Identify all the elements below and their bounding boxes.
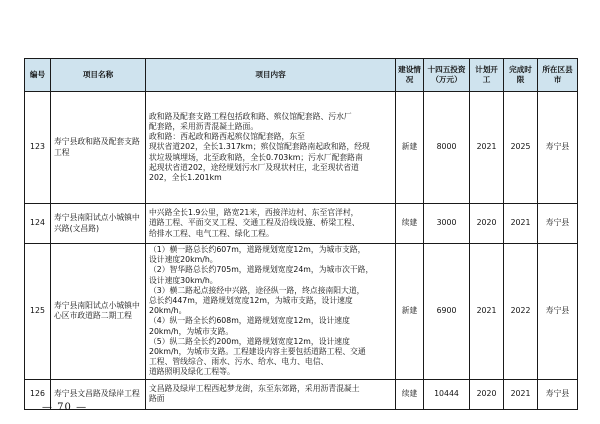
- content-line: （2）智华路总长约705m，道路规划宽度24m，为城市次干路，: [149, 265, 374, 275]
- table-row: [25, 204, 578, 244]
- row-investment: 10444: [424, 379, 470, 409]
- row-id: 124: [25, 204, 51, 244]
- project-table: [24, 58, 578, 410]
- content-line: 起现状省道202，途经规划污水厂及现状村庄，北至现状省道: [149, 162, 359, 172]
- row-content: [146, 204, 396, 244]
- table-row: [25, 379, 578, 409]
- row-id: 125: [25, 244, 51, 380]
- row-start: 2021: [470, 244, 504, 380]
- content-line: 现状省道202，全长1.317km；殡仪馆配套路南起政和路，经现: [149, 142, 370, 152]
- content-line: 设计速度20km/h。: [149, 255, 218, 265]
- content-line: 设计速度30km/h。: [149, 275, 218, 285]
- row-start: 2020: [470, 204, 504, 244]
- content-line: 20km/h。: [149, 306, 187, 316]
- content-line: 202，全长1.201km: [149, 173, 222, 182]
- row-id: 126: [25, 379, 51, 409]
- content-line: 道路照明及绿化工程等。: [149, 367, 235, 377]
- header-content: 项目内容: [146, 59, 396, 92]
- content-line: 道路工程、平面交叉工程、交通工程及沿线设施、桥梁工程、: [149, 218, 360, 228]
- row-investment: 8000: [424, 92, 470, 204]
- content-line: 20km/h，为城市支路。工程建设内容主要包括道路工程、交通: [149, 347, 366, 357]
- row-finish: 2022: [504, 244, 538, 380]
- header-status: 建设情况: [396, 59, 424, 92]
- row-name: 寿宁县文昌路及绿岸工程: [51, 379, 146, 409]
- row-county: 寿宁县: [538, 379, 578, 409]
- content-line: 状垃圾填埋场，北至政和路，全长0.703km；污水厂配套路南: [149, 152, 363, 162]
- content-line: 20km/h，为城市支路。: [149, 326, 234, 336]
- row-content: [146, 92, 396, 204]
- header-name: 项目名称: [51, 59, 146, 92]
- content-line: （5）纵二路全长约200m，道路规划宽度12m，设计速度: [149, 336, 350, 346]
- row-finish: 2021: [504, 379, 538, 409]
- row-id: 123: [25, 92, 51, 204]
- header-finish: 完成时限: [504, 59, 538, 92]
- header-id: 编号: [25, 59, 51, 92]
- row-finish: 2021: [504, 204, 538, 244]
- header-county: 所在区县市: [538, 59, 578, 92]
- content-line: （1）横一路总长约607m，道路规划宽度12m，为城市支路，: [149, 245, 366, 254]
- content-line: 工程、管线综合、雨水、污水、给水、电力、电信、: [149, 357, 329, 367]
- row-status: 新建: [396, 244, 424, 380]
- row-finish: 2025: [504, 92, 538, 204]
- row-name: 寿宁县政和路及配套支路工程: [51, 92, 146, 204]
- content-line: 中兴路全长1.9公里，路宽21米，西接洋边村、东至官洋村，: [149, 208, 359, 218]
- content-line: 政和路及配套支路工程包括政和路、殡仪馆配套路、污水厂: [149, 111, 352, 121]
- row-content: [146, 244, 396, 380]
- content-line: 政和路：西起政和路西起殡仪馆配套路，东至: [149, 132, 305, 142]
- row-status: 续建: [396, 379, 424, 409]
- row-content: [146, 379, 396, 409]
- row-status: 续建: [396, 204, 424, 244]
- row-county: 寿宁县: [538, 244, 578, 380]
- row-investment: 6900: [424, 244, 470, 380]
- row-name: 寿宁县南阳试点小城镇中心区市政道路二期工程: [51, 244, 146, 380]
- header-investment: 十四五投资（万元）: [424, 59, 470, 92]
- content-line: （4）纵一路全长约608m，道路规划宽度12m，设计速度: [149, 316, 350, 326]
- content-line: 配套路，采用沥青混凝土路面。: [149, 121, 259, 131]
- row-start: 2020: [470, 379, 504, 409]
- row-county: 寿宁县: [538, 204, 578, 244]
- row-start: 2021: [470, 92, 504, 204]
- page-number: — 70 —: [42, 402, 88, 413]
- content-line: 文昌路及绿岸工程西起梦龙街，东至东郊路，采用沥青混凝土: [149, 383, 360, 393]
- table-row: [25, 244, 578, 380]
- content-line: （3）横二路起点接经中兴路，途径纵一路，终点接南阳大道，: [149, 285, 365, 295]
- row-name: 寿宁县南阳试点小城镇中兴路(文昌路): [51, 204, 146, 244]
- header-start: 计划开工: [470, 59, 504, 92]
- row-county: 寿宁县: [538, 92, 578, 204]
- content-line: 路面: [149, 394, 165, 404]
- content-line: 总长约447m，道路规划宽度12m，为城市支路，设计速度: [149, 296, 353, 306]
- row-investment: 3000: [424, 204, 470, 244]
- table-row: [25, 92, 578, 204]
- content-line: 给排水工程、电气工程、绿化工程。: [149, 228, 274, 238]
- table-header-row: [25, 59, 578, 92]
- row-status: 新建: [396, 92, 424, 204]
